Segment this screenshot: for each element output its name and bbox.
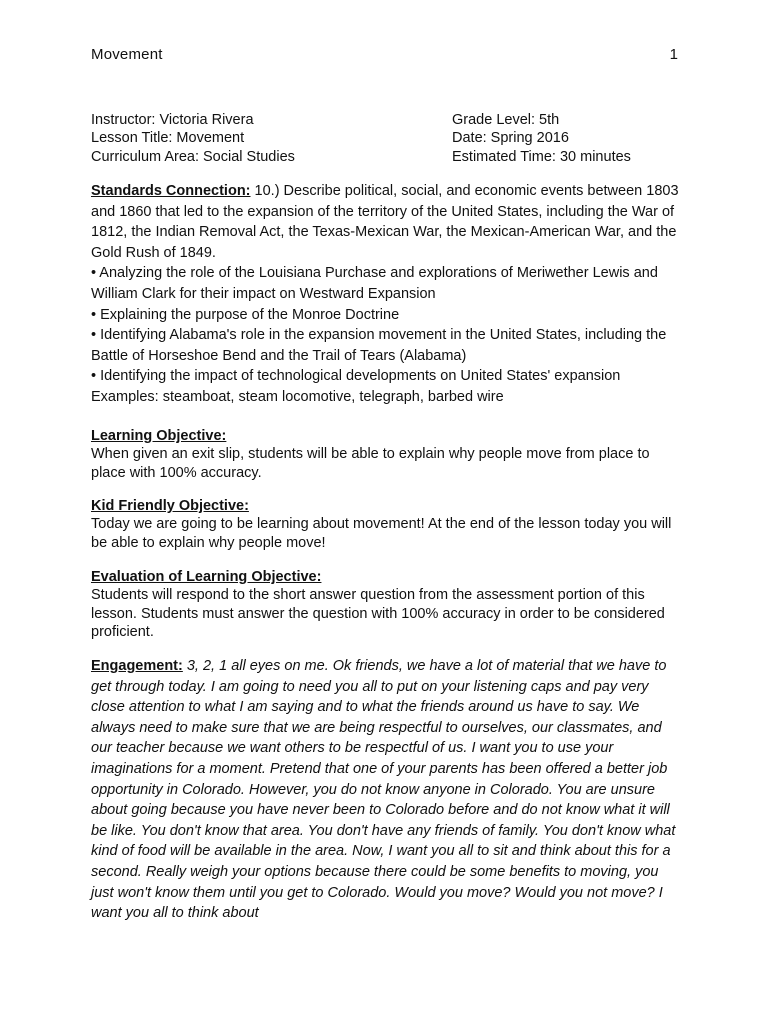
engagement-heading: Engagement: <box>91 658 183 674</box>
evaluation-heading: Evaluation of Learning Objective: <box>91 569 322 585</box>
evaluation-section <box>91 568 681 641</box>
learning-objective-heading: Learning Objective: <box>91 428 227 444</box>
instructor-field: Instructor: Victoria Rivera <box>91 112 254 128</box>
info-row <box>91 129 681 147</box>
evaluation-text: Students will respond to the short answer question from the assessment portion of this lesson. Students must answer the question with 100% accuracy in order to be considered proficient. <box>91 587 665 640</box>
standards-intro-paragraph <box>91 181 681 263</box>
info-row <box>91 111 681 129</box>
lesson-info-block <box>91 111 681 166</box>
curriculum-area-field: Curriculum Area: Social Studies <box>91 148 295 165</box>
kid-friendly-objective-section <box>91 497 681 552</box>
page-number: 1 <box>669 46 678 63</box>
engagement-text: 3, 2, 1 all eyes on me. Ok friends, we have a lot of material that we have to get through today. I am going to need you all to put on your listening caps and pay very close attention to what I am saying and to what the friends around us have to say. We always need to make sure that we are being respectful to ourselves, our classmates, and our teacher because we want others to be respectful of us. I want you to use your imaginations for a moment. Pretend that one of your parents has been offered a better job opportunity in Colorado. However, you do not know anyone in Colorado. You are unsure about going because you have never been to Colorado before and do not know what it will be like. You don't know that area. You don't have any friends of family. You don't know what kind of food will be available in the area. Now, I want you all to sit and think about this for a second. Really weigh your options because there could be some benefits to moving, you just won't know them until you get to Colorado. Would you move? Would you not move? I want you all to think about <box>91 658 676 922</box>
standards-bullet: • Explaining the purpose of the Monroe Doctrine <box>91 306 400 323</box>
standards-examples: Examples: steamboat, steam locomotive, telegraph, barbed wire <box>91 388 504 405</box>
running-header-title: Movement <box>91 46 163 63</box>
learning-objective-text: When given an exit slip, students will be able to explain why people move from place to place with 100% accuracy. <box>91 446 650 481</box>
lesson-title-field: Lesson Title: Movement <box>91 130 245 147</box>
kid-friendly-objective-heading: Kid Friendly Objective: <box>91 498 249 514</box>
date-field: Date: Spring 2016 <box>452 130 569 147</box>
grade-level-field: Grade Level: 5th <box>452 112 560 128</box>
standards-intro-text: 10.) Describe political, social, and economic events between 1803 and 1860 that led to the expansion of the territory of the United States, including the War of 1812, the Indian Removal Act, the Texas-Mexican War, the Mexican-American War, and the Gold Rush of 1849. <box>91 183 679 261</box>
learning-objective-section <box>91 427 681 482</box>
standards-bullet: • Identifying Alabama's role in the expansion movement in the United States, including the Battle of Horseshoe Bend and the Trail of Tears (Alabama) <box>91 327 667 364</box>
standards-bullet: • Analyzing the role of the Louisiana Purchase and explorations of Meriwether Lewis and William Clark for their impact on Westward Expansion <box>91 265 658 302</box>
standards-heading: Standards Connection: <box>91 183 251 199</box>
engagement-section <box>91 656 681 924</box>
engagement-paragraph <box>91 656 681 924</box>
standards-section <box>91 181 681 408</box>
kid-friendly-objective-text: Today we are going to be learning about movement! At the end of the lesson today you will be able to explain why people move! <box>91 516 672 551</box>
standards-bullet: • Identifying the impact of technological developments on United States' expansion <box>91 368 621 385</box>
estimated-time-field: Estimated Time: 30 minutes <box>452 148 631 165</box>
info-row <box>91 148 681 166</box>
